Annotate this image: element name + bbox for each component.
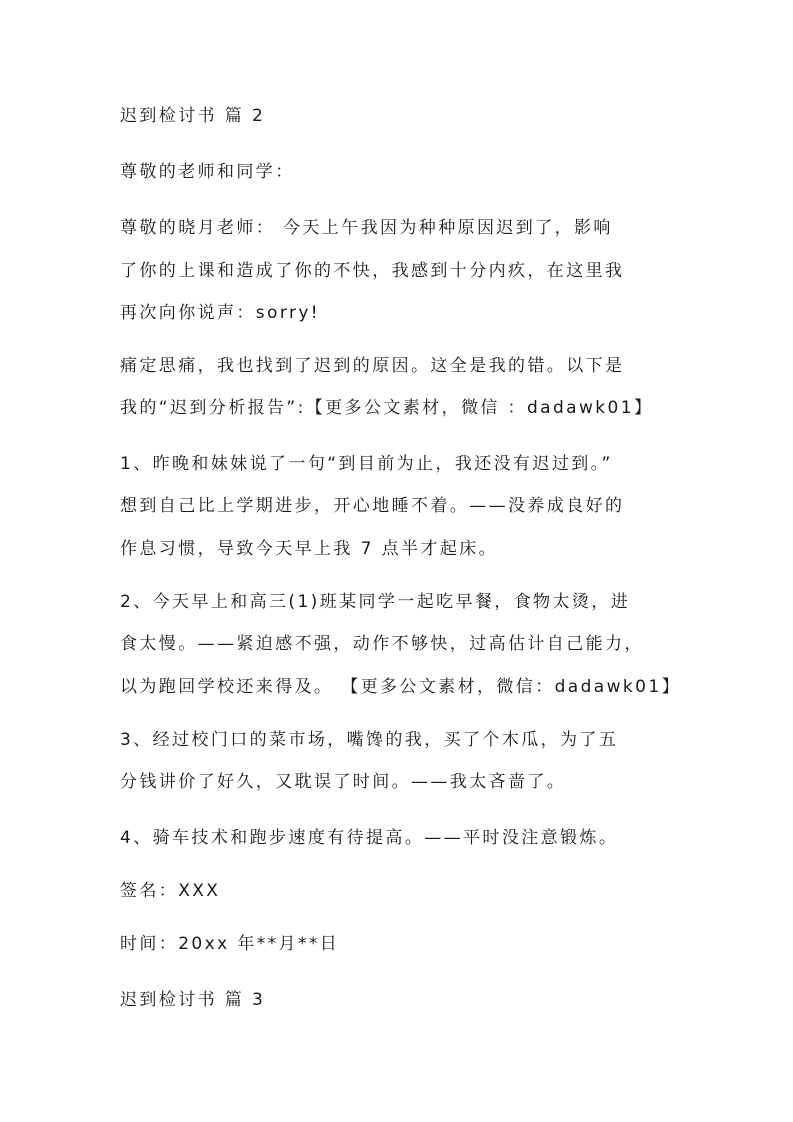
paragraph-line: 分钱讲价了好久，又耽误了时间。——我太吝啬了。 xyxy=(120,772,567,792)
paragraph-line: 4、骑车技术和跑步速度有待提高。——平时没注意锻炼。 xyxy=(120,828,619,848)
section-heading: 迟到检讨书 篇 2 xyxy=(120,106,266,126)
paragraph-line: 尊敬的晓月老师： 今天上午我因为种种原因迟到了，影响 xyxy=(120,218,613,238)
paragraph-line: 食太慢。——紧迫感不强，动作不够快，过高估计自己能力， xyxy=(120,634,644,654)
paragraph-line: 以为跑回学校还来得及。 【更多公文素材，微信：dadawk01】 xyxy=(120,677,681,697)
paragraph-line: 我的“迟到分析报告”:【更多公文素材，微信 ：dadawk01】 xyxy=(120,398,654,418)
paragraph-line: 1、昨晚和妹妹说了一句“到目前为止，我还没有迟过到。” xyxy=(120,454,613,474)
paragraph-line: 3、经过校门口的菜市场，嘴馋的我，买了个木瓜，为了五 xyxy=(120,730,619,750)
paragraph-line: 了你的上课和造成了你的不快，我感到十分内疚，在这里我 xyxy=(120,261,625,281)
paragraph-line: 想到自己比上学期进步，开心地睡不着。——没养成良好的 xyxy=(120,496,625,516)
paragraph-line: 痛定思痛，我也找到了迟到的原因。这全是我的错。以下是 xyxy=(120,356,625,376)
signature-line: 签名：XXX xyxy=(120,881,221,901)
paragraph-line: 再次向你说声：sorry! xyxy=(120,303,321,323)
date-line: 时间：20xx 年**月**日 xyxy=(120,934,340,954)
paragraph-line: 2、今天早上和高三(1)班某同学一起吃早餐，食物太烫，进 xyxy=(120,592,631,612)
section-heading: 迟到检讨书 篇 3 xyxy=(120,990,266,1010)
salutation: 尊敬的老师和同学： xyxy=(120,162,295,182)
paragraph-line: 作息习惯，导致今天早上我 7 点半才起床。 xyxy=(120,539,499,559)
